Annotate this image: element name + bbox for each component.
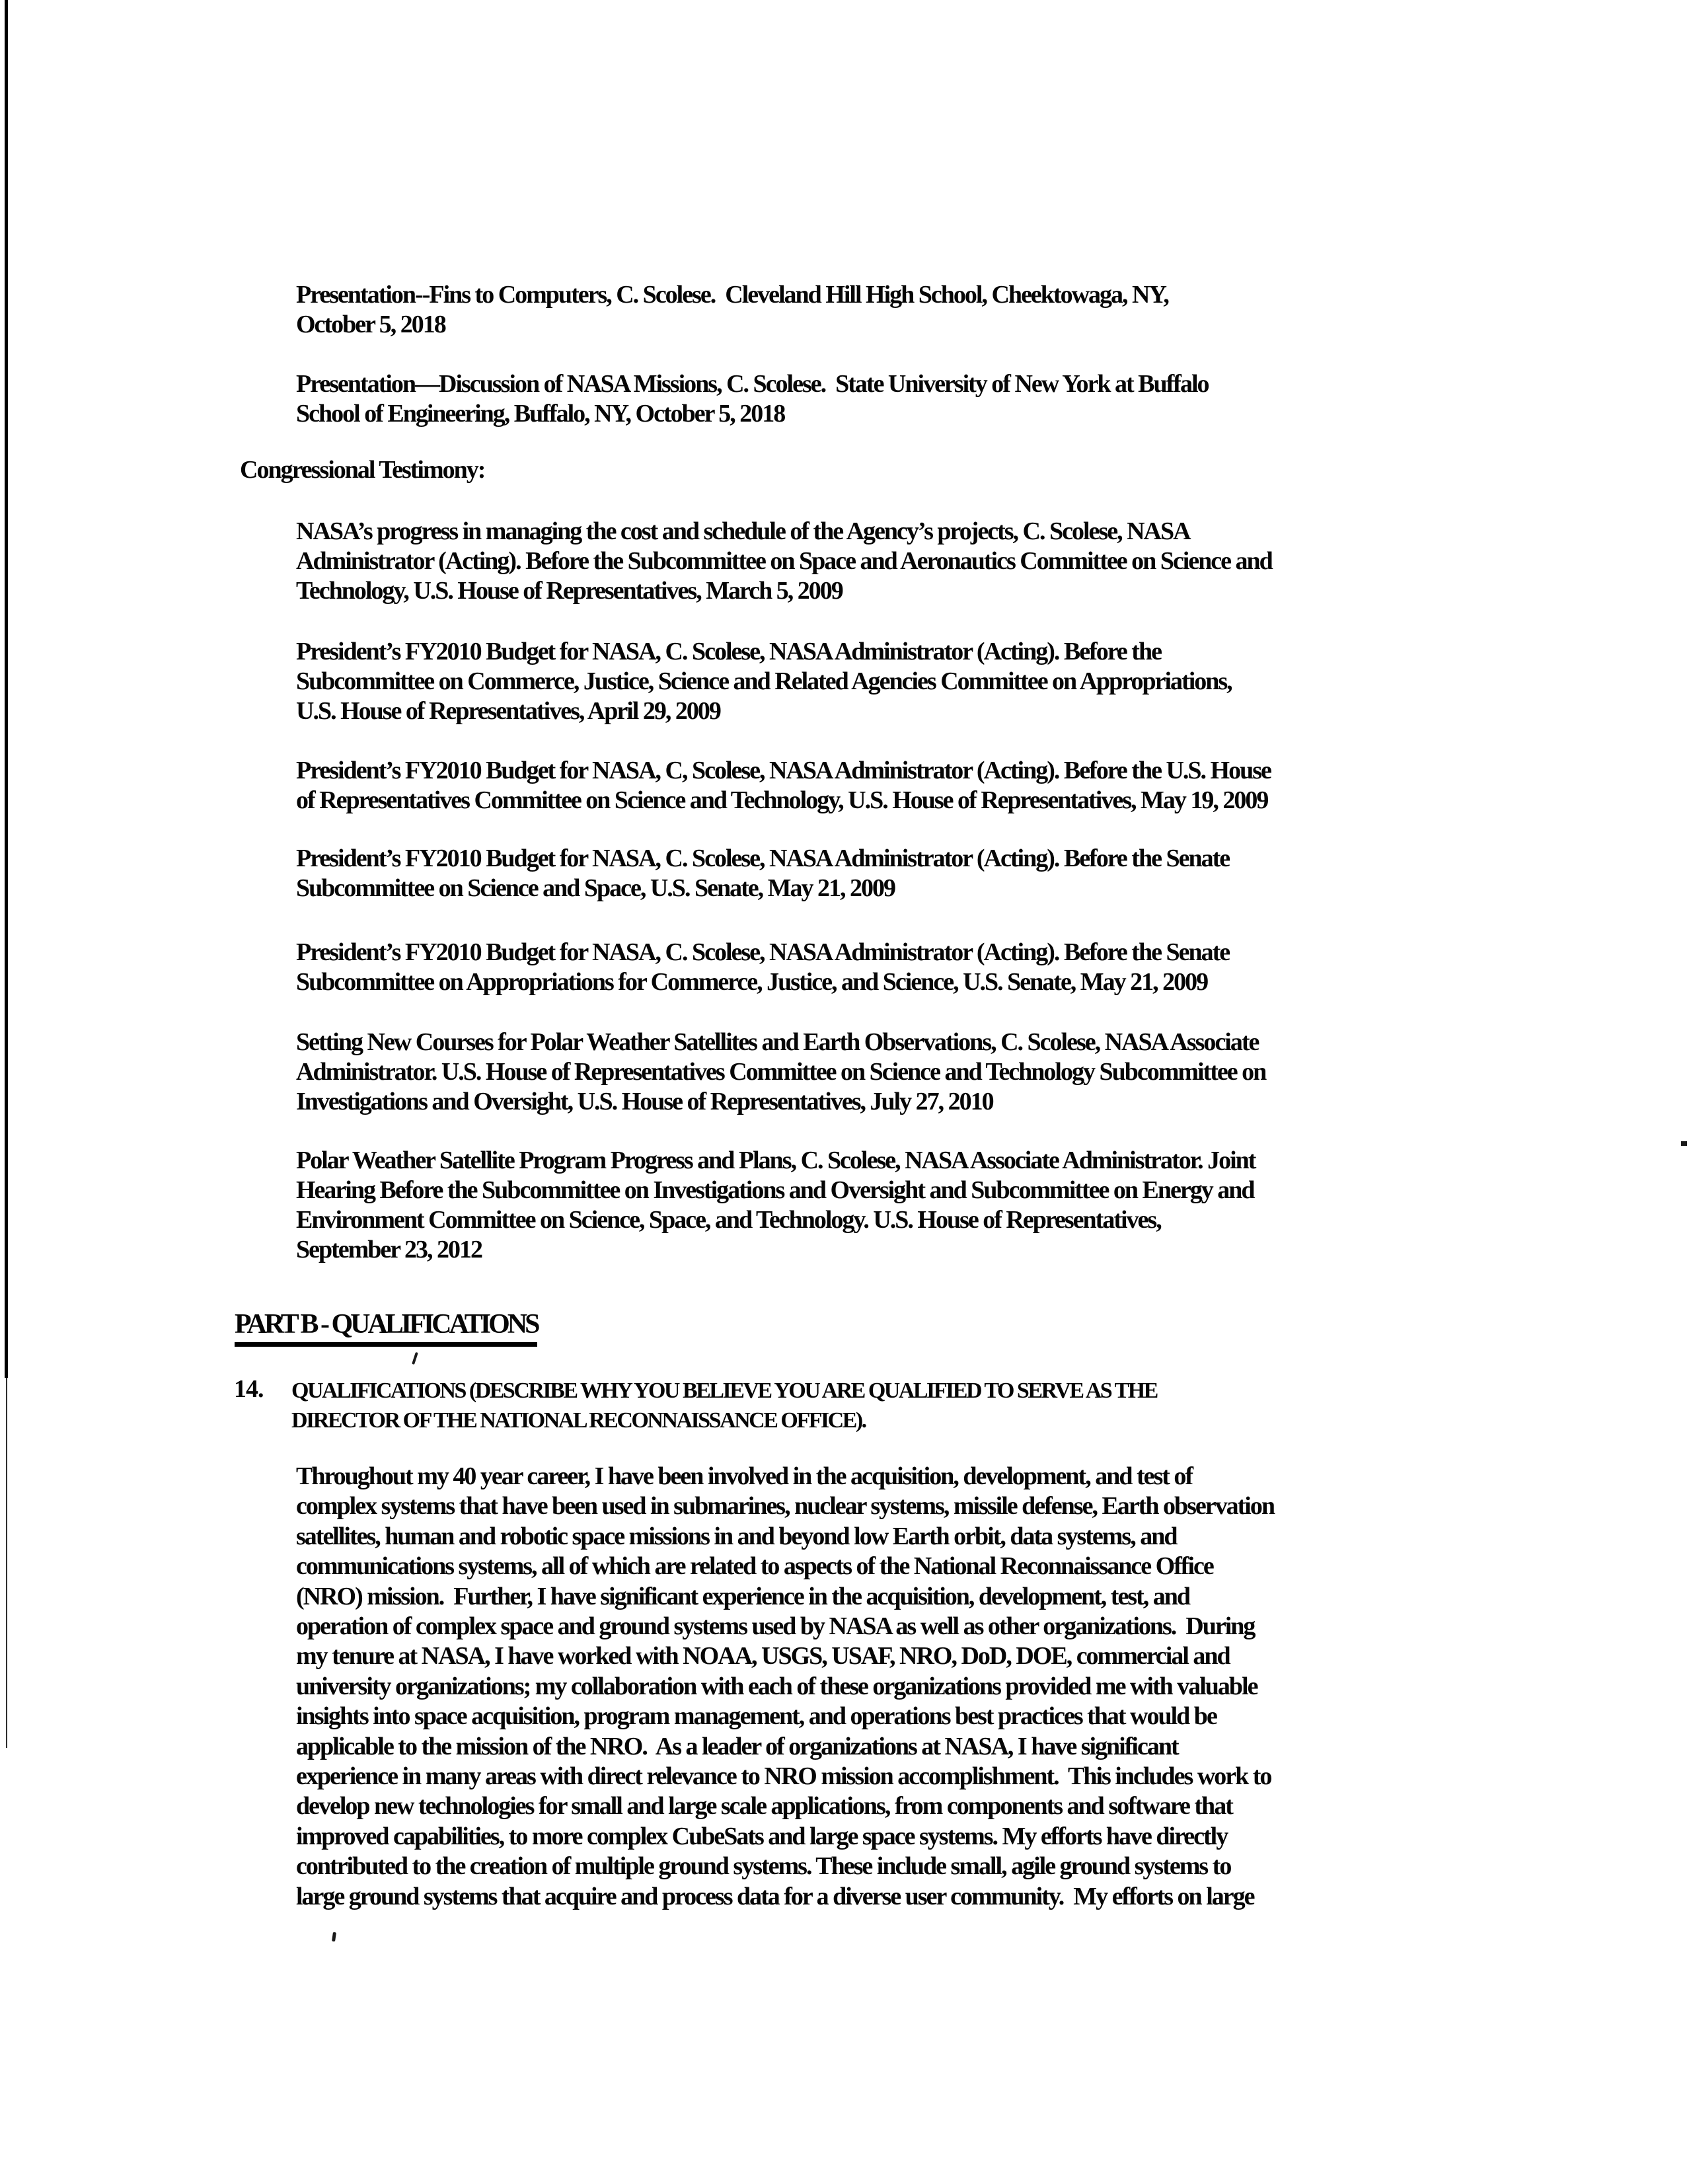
text-line: President’s FY2010 Budget for NASA, C. Scolese, NASA Administrator (Acting). Before the bbox=[296, 638, 1161, 665]
text-line: President’s FY2010 Budget for NASA, C. Scolese, NASA Administrator (Acting). Before the Senate bbox=[296, 938, 1230, 966]
testimony-entry-6 bbox=[296, 1028, 1265, 1117]
text-line: Administrator (Acting). Before the Subcommittee on Space and Aeronautics Committee on Science and bbox=[296, 547, 1272, 575]
text-line: Presentation—Discussion of NASA Missions, C. Scolese. State University of New York at Buffalo bbox=[296, 370, 1209, 398]
stray-mark bbox=[332, 1932, 336, 1942]
text-line: NASA’s progress in managing the cost and schedule of the Agency’s projects, C. Scolese, NASA bbox=[296, 517, 1190, 545]
text-line: large ground systems that acquire and process data for a diverse user community. My efforts on large bbox=[296, 1882, 1254, 1910]
text-line: Subcommittee on Appropriations for Commerce, Justice, and Science, U.S. Senate, May 21, 2009 bbox=[296, 968, 1208, 996]
text-line: applicable to the mission of the NRO. As a leader of organizations at NASA, I have significant bbox=[296, 1732, 1178, 1760]
testimony-entry-5 bbox=[296, 938, 1229, 997]
congressional-testimony-heading: Congressional Testimony: bbox=[240, 456, 485, 484]
text-line: Investigations and Oversight, U.S. House of Representatives, July 27, 2010 bbox=[296, 1088, 993, 1115]
text-line: Presentation--Fins to Computers, C. Scolese. Cleveland Hill High School, Cheektowaga, NY, bbox=[296, 281, 1168, 309]
text-line: operation of complex space and ground systems used by NASA as well as other organizations. During bbox=[296, 1612, 1255, 1641]
text-line: DIRECTOR OF THE NATIONAL RECONNAISSANCE OFFICE). bbox=[291, 1408, 866, 1433]
text-line: complex systems that have been used in submarines, nuclear systems, missile defense, Earth observation bbox=[296, 1492, 1274, 1521]
text-line: communications systems, all of which are related to aspects of the National Reconnaissance Office bbox=[296, 1552, 1213, 1581]
item-14-question bbox=[291, 1376, 1157, 1435]
scan-edge-line-lower bbox=[6, 1378, 7, 1748]
text-line: Throughout my 40 year career, I have been involved in the acquisition, development, and test of bbox=[296, 1462, 1193, 1490]
text-line: President’s FY2010 Budget for NASA, C, Scolese, NASA Administrator (Acting). Before the U.S. House bbox=[296, 757, 1271, 784]
text-line: develop new technologies for small and large scale applications, from components and software that bbox=[296, 1792, 1232, 1821]
text-line: U.S. House of Representatives, April 29, 2009 bbox=[296, 697, 720, 725]
text-line: Hearing Before the Subcommittee on Investigations and Oversight and Subcommittee on Energy and bbox=[296, 1176, 1254, 1204]
scan-edge-line bbox=[5, 0, 8, 1378]
presentation-entry-1 bbox=[296, 280, 1168, 340]
qualifications-answer-paragraph bbox=[296, 1462, 1274, 1912]
testimony-entry-1 bbox=[296, 517, 1272, 606]
text-line: of Representatives Committee on Science and Technology, U.S. House of Representatives, May 19, 2009 bbox=[296, 786, 1268, 814]
presentation-entry-2 bbox=[296, 369, 1209, 429]
text-line: Subcommittee on Commerce, Justice, Science and Related Agencies Committee on Appropriations, bbox=[296, 667, 1232, 695]
testimony-entry-7 bbox=[296, 1146, 1255, 1265]
text-line: satellites, human and robotic space missions in and beyond low Earth orbit, data systems, and bbox=[296, 1522, 1177, 1550]
testimony-entry-4 bbox=[296, 844, 1229, 903]
stray-mark bbox=[412, 1352, 418, 1365]
item-14-number: 14. bbox=[234, 1375, 264, 1403]
text-line: improved capabilities, to more complex CubeSats and large space systems. My efforts have directly bbox=[296, 1822, 1228, 1850]
text-line: Technology, U.S. House of Representatives, March 5, 2009 bbox=[296, 577, 843, 605]
text-line: (NRO) mission. Further, I have significant experience in the acquisition, development, test, and bbox=[296, 1582, 1190, 1610]
text-line: my tenure at NASA, I have worked with NOAA, USGS, USAF, NRO, DoD, DOE, commercial and bbox=[296, 1642, 1230, 1671]
text-line: experience in many areas with direct relevance to NRO mission accomplishment. This includes work to bbox=[296, 1762, 1271, 1791]
testimony-entry-2 bbox=[296, 637, 1232, 726]
text-line: QUALIFICATIONS (DESCRIBE WHY YOU BELIEVE YOU ARE QUALIFIED TO SERVE AS THE bbox=[291, 1378, 1157, 1403]
stray-mark bbox=[1681, 1141, 1687, 1146]
text-line: Subcommittee on Science and Space, U.S. Senate, May 21, 2009 bbox=[296, 874, 895, 902]
text-line: Administrator. U.S. House of Representatives Committee on Science and Technology Subcommittee on bbox=[296, 1058, 1266, 1086]
part-b-heading: PART B - QUALIFICATIONS bbox=[235, 1309, 537, 1347]
text-line: Environment Committee on Science, Space, and Technology. U.S. House of Representatives, bbox=[296, 1206, 1161, 1234]
text-line: President’s FY2010 Budget for NASA, C. Scolese, NASA Administrator (Acting). Before the Senate bbox=[296, 845, 1230, 872]
text-line: contributed to the creation of multiple ground systems. These include small, agile ground systems to bbox=[296, 1852, 1231, 1881]
text-line: Polar Weather Satellite Program Progress and Plans, C. Scolese, NASA Associate Administrator. Joint bbox=[296, 1147, 1256, 1174]
text-line: insights into space acquisition, program management, and operations best practices that would be bbox=[296, 1702, 1217, 1731]
text-line: School of Engineering, Buffalo, NY, October 5, 2018 bbox=[296, 400, 785, 428]
text-line: October 5, 2018 bbox=[296, 311, 445, 338]
testimony-entry-3 bbox=[296, 756, 1271, 815]
text-line: September 23, 2012 bbox=[296, 1236, 482, 1263]
text-line: university organizations; my collaboration with each of these organizations provided me with valuable bbox=[296, 1672, 1257, 1700]
text-line: Setting New Courses for Polar Weather Satellites and Earth Observations, C. Scolese, NASA Associate bbox=[296, 1028, 1259, 1056]
